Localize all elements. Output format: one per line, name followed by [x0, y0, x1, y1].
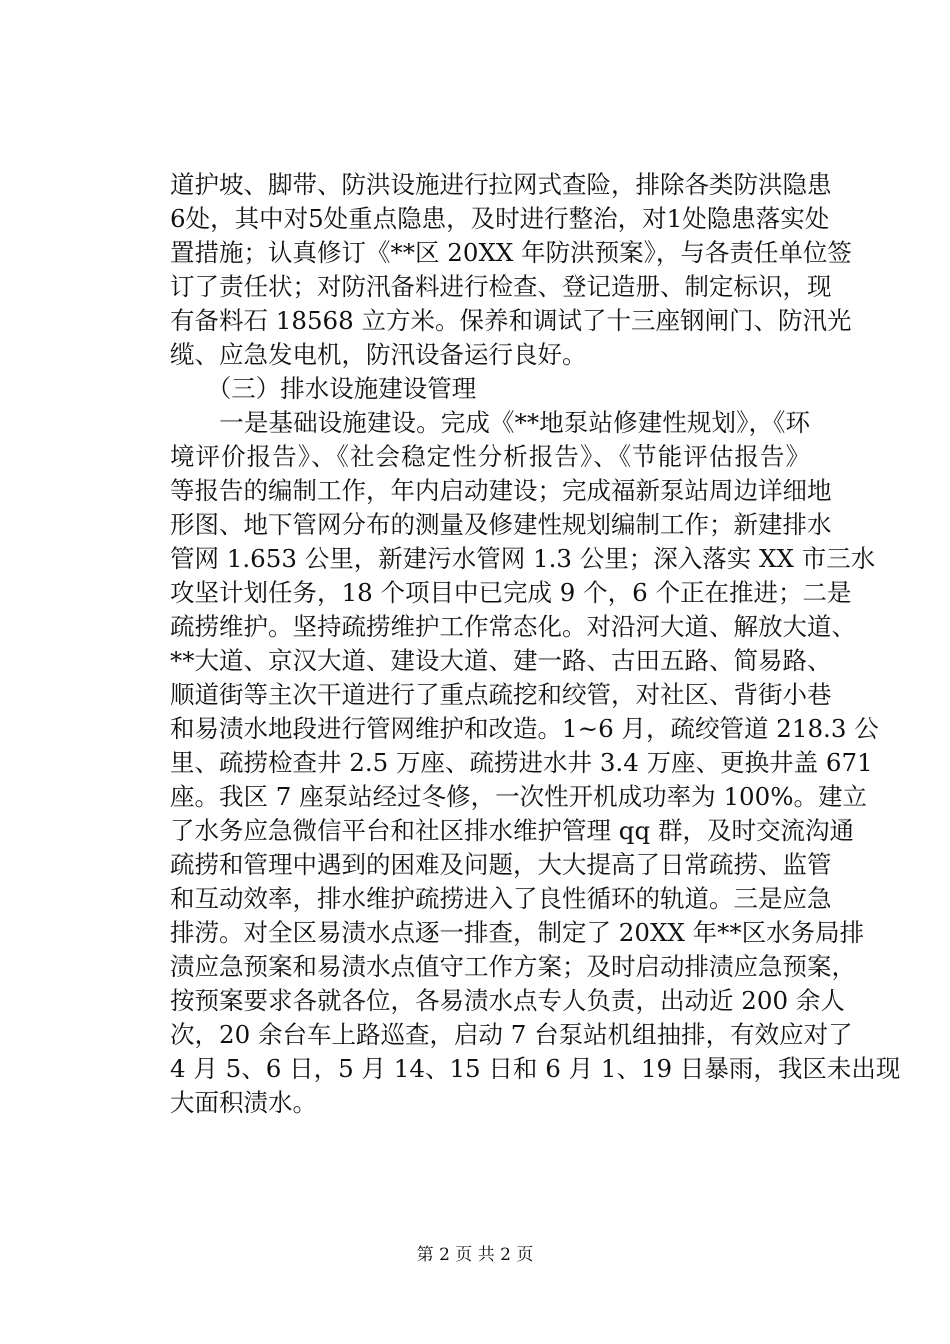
- body-line: 和互动效率，排水维护疏捞进入了良性循环的轨道。三是应急: [170, 884, 832, 913]
- body-line: 缆、应急发电机，防汛设备运行良好。: [170, 340, 587, 369]
- body-line: **大道、京汉大道、建设大道、建一路、古田五路、简易路、: [170, 646, 832, 675]
- section-heading: （三）排水设施建设管理: [170, 374, 477, 403]
- body-line: 等报告的编制工作，年内启动建设；完成福新泵站周边详细地: [170, 476, 832, 505]
- body-line: 境评价报告》、《社会稳定性分析报告》、《节能评估报告》: [170, 442, 810, 471]
- body-line: 渍应急预案和易渍水点值守工作方案；及时启动排渍应急预案，: [170, 952, 856, 981]
- body-line: 订了责任状；对防汛备料进行检查、登记造册、制定标识，现: [170, 272, 832, 301]
- page-number-footer: 第 2 页 共 2 页: [416, 1245, 534, 1265]
- body-line: 形图、地下管网分布的测量及修建性规划编制工作；新建排水: [170, 510, 832, 539]
- body-line: 顺道街等主次干道进行了重点疏挖和绞管，对社区、背街小巷: [170, 680, 832, 709]
- body-line: 按预案要求各就各位，各易渍水点专人负责，出动近 200 余人: [170, 986, 845, 1015]
- body-line: 攻坚计划任务，18 个项目中已完成 9 个，6 个正在推进；二是: [170, 578, 852, 607]
- body-line: 了水务应急微信平台和社区排水维护管理 qq 群，及时交流沟通: [170, 816, 854, 845]
- body-line: 道护坡、脚带、防洪设施进行拉网式查险，排除各类防洪隐患: [170, 170, 832, 199]
- body-line: 管网 1.653 公里，新建污水管网 1.3 公里；深入落实 XX 市三水: [170, 544, 876, 573]
- body-line: 排涝。对全区易渍水点逐一排查，制定了 20XX 年**区水务局排: [170, 918, 865, 947]
- body-line: 次，20 余台车上路巡查，启动 7 台泵站机组抽排，有效应对了: [170, 1020, 853, 1049]
- body-line: 大面积渍水。: [170, 1088, 317, 1117]
- body-line: 里、疏捞检查井 2.5 万座、疏捞进水井 3.4 万座、更换井盖 671: [170, 748, 873, 777]
- body-line: 一是基础设施建设。完成《**地泵站修建性规划》，《环: [170, 408, 810, 437]
- body-line: 座。我区 7 座泵站经过冬修，一次性开机成功率为 100%。建立: [170, 782, 867, 811]
- body-line: 4 月 5、6 日，5 月 14、15 日和 6 月 1、19 日暴雨，我区未出现: [170, 1054, 901, 1083]
- body-line: 疏捞和管理中遇到的困难及问题，大大提高了日常疏捞、监管: [170, 850, 832, 879]
- body-line: 疏捞维护。坚持疏捞维护工作常态化。对沿河大道、解放大道、: [170, 612, 856, 641]
- body-line: 和易渍水地段进行管网维护和改造。1~6 月，疏绞管道 218.3 公: [170, 714, 879, 743]
- body-line: 6处，其中对5处重点隐患，及时进行整治，对1处隐患落实处: [170, 204, 830, 233]
- body-line: 置措施；认真修订《**区 20XX 年防洪预案》，与各责任单位签: [170, 238, 852, 267]
- body-line: 有备料石 18568 立方米。保养和调试了十三座钢闸门、防汛光: [170, 306, 852, 335]
